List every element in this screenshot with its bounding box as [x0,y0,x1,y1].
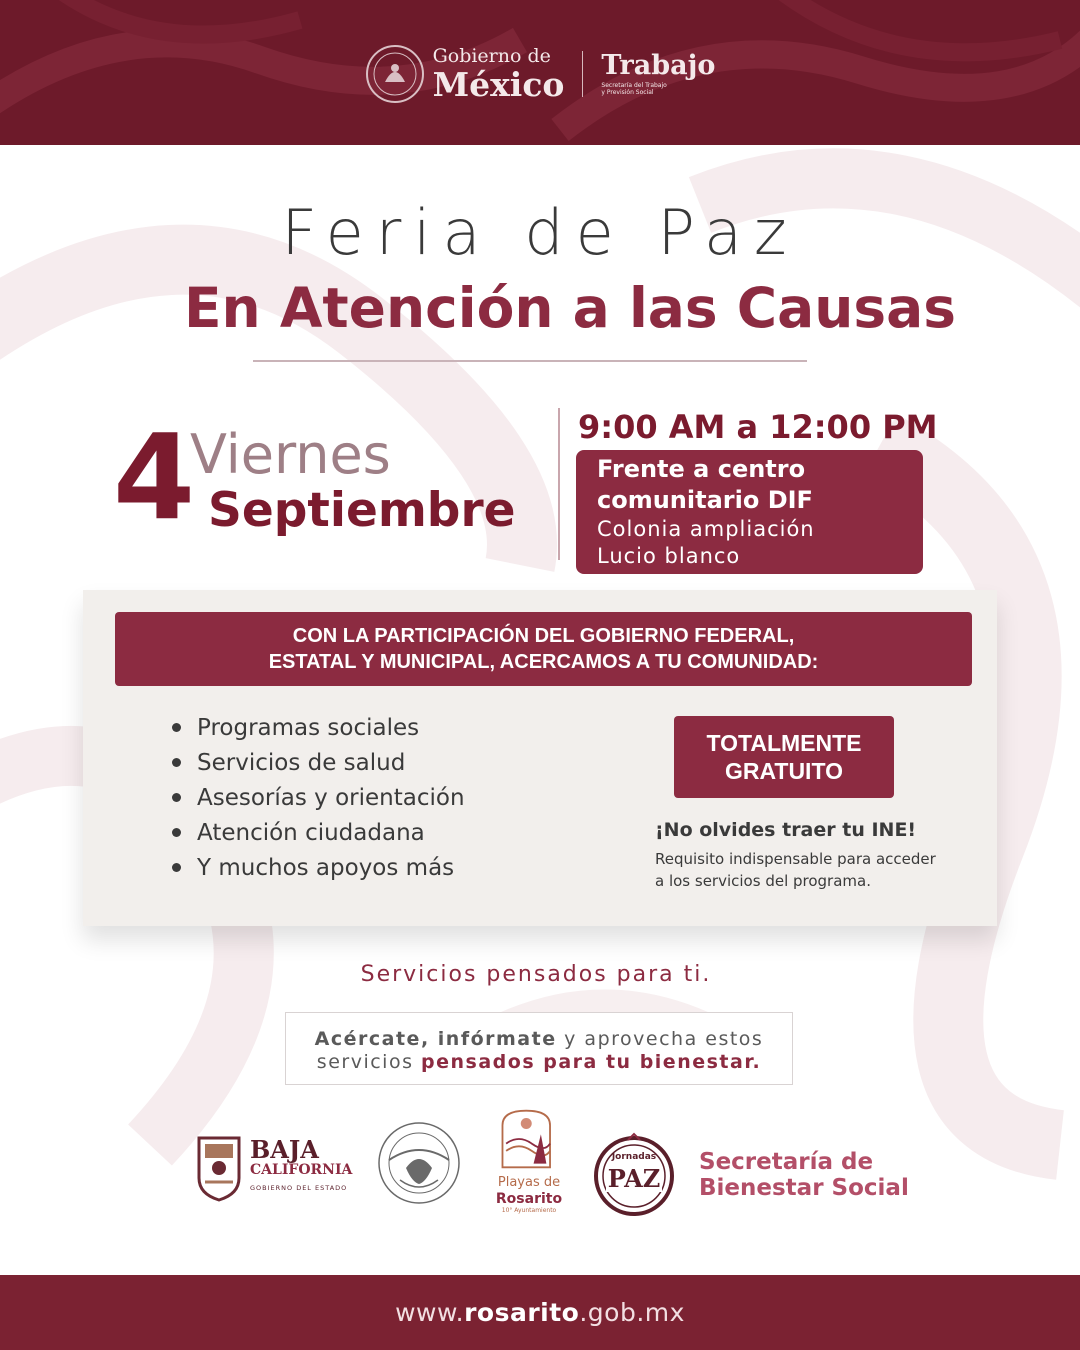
date-divider [558,408,560,560]
rosarito-line-3: 10° Ayuntamiento [501,1207,557,1214]
invite-text-2: servicios [316,1051,422,1073]
location-line-2: comunitario DIF [597,486,813,514]
rosarito-line-1: Playas de [497,1175,561,1190]
rosarito-ayuntamiento-logo [494,1106,564,1218]
rosarito-ayuntamiento-icon [497,1106,561,1172]
url-prefix: www. [395,1298,465,1327]
service-label: Programas sociales [197,714,420,741]
location-line-1: Frente a centro [597,455,806,483]
trabajo-sub-1: Secretaría del Trabajo [601,81,667,89]
event-time: 9:00 AM a 12:00 PM [578,408,938,446]
gobierno-big-text: México [432,65,565,104]
tagline: Servicios pensados para ti. [360,962,712,987]
jornadas-line-2: PAZ [607,1164,661,1193]
location-line-4: Lucio blanco [597,544,741,568]
ine-note-line-1: Requisito indispensable para acceder [655,850,936,868]
jornadas-line-1: Jornadas [611,1152,657,1162]
gobierno-small-text: Gobierno de [432,45,551,67]
bullet-icon [172,828,181,837]
trabajo-title: Trabajo [601,49,716,81]
rosarito-line-2: Rosarito [495,1191,563,1207]
header-banner [0,0,1080,145]
url-domain: rosarito [464,1298,580,1327]
location-line-3: Colonia ampliación [597,517,815,541]
list-item [172,710,465,745]
mexico-seal-icon [365,44,425,104]
trabajo-sub-2: y Previsión Social [601,89,654,96]
ine-reminder-note [655,848,936,892]
bc-line-2: CALIFORNIA [250,1162,353,1178]
list-item [172,850,465,885]
playas-rosarito-seal-icon [376,1120,462,1206]
bc-line-3: GOBIERNO DEL ESTADO [250,1184,348,1192]
bc-line-1: BAJA [250,1135,319,1164]
sbs-line-2: Bienestar Social [699,1175,909,1201]
service-label: Asesorías y orientación [197,784,465,811]
bullet-icon [172,863,181,872]
jornadas-paz-logo [592,1132,676,1216]
baja-california-logo [196,1134,354,1204]
service-label: Y muchos apoyos más [197,854,455,881]
service-label: Servicios de salud [197,749,406,776]
banner-line-1: CON LA PARTICIPACIÓN DEL GOBIERNO FEDERAL, [292,625,795,647]
url-suffix: .gob.mx [579,1298,685,1327]
list-item [172,780,465,815]
invite-text-1: y aprovecha estos [556,1028,764,1050]
event-subtitle: En Atención a las Causas [183,276,957,340]
ine-note-line-2: a los servicios del programa. [655,872,871,890]
baja-california-shield-icon [196,1134,242,1202]
banner-line-2: ESTATAL Y MUNICIPAL, ACERCAMOS A TU COMUNIDAD: [268,651,819,673]
free-line-2: GRATUITO [725,758,843,784]
month-name: Septiembre [208,483,516,538]
bienestar-social-logo [699,1149,909,1201]
bullet-icon [172,723,181,732]
title-divider [253,360,807,362]
totally-free-badge [674,716,894,798]
list-item [172,815,465,850]
header-divider [582,51,583,97]
list-item [172,745,465,780]
event-title: Feria de Paz [281,196,799,269]
invite-box [285,1012,793,1085]
invite-bold: Acércate, infórmate [314,1028,557,1050]
service-label: Atención ciudadana [197,819,425,846]
free-line-1: TOTALMENTE [706,730,862,756]
day-number: 4 [113,408,196,546]
website-footer [0,1275,1080,1350]
day-name: Viernes [190,423,391,486]
bullet-icon [172,793,181,802]
location-box [576,450,923,574]
bullet-icon [172,758,181,767]
participation-banner [115,612,972,686]
invite-accent: pensados para tu bienestar. [421,1051,762,1073]
ine-reminder-title: ¡No olvides traer tu INE! [655,819,917,841]
sbs-line-1: Secretaría de [699,1149,874,1175]
services-list [172,710,465,885]
